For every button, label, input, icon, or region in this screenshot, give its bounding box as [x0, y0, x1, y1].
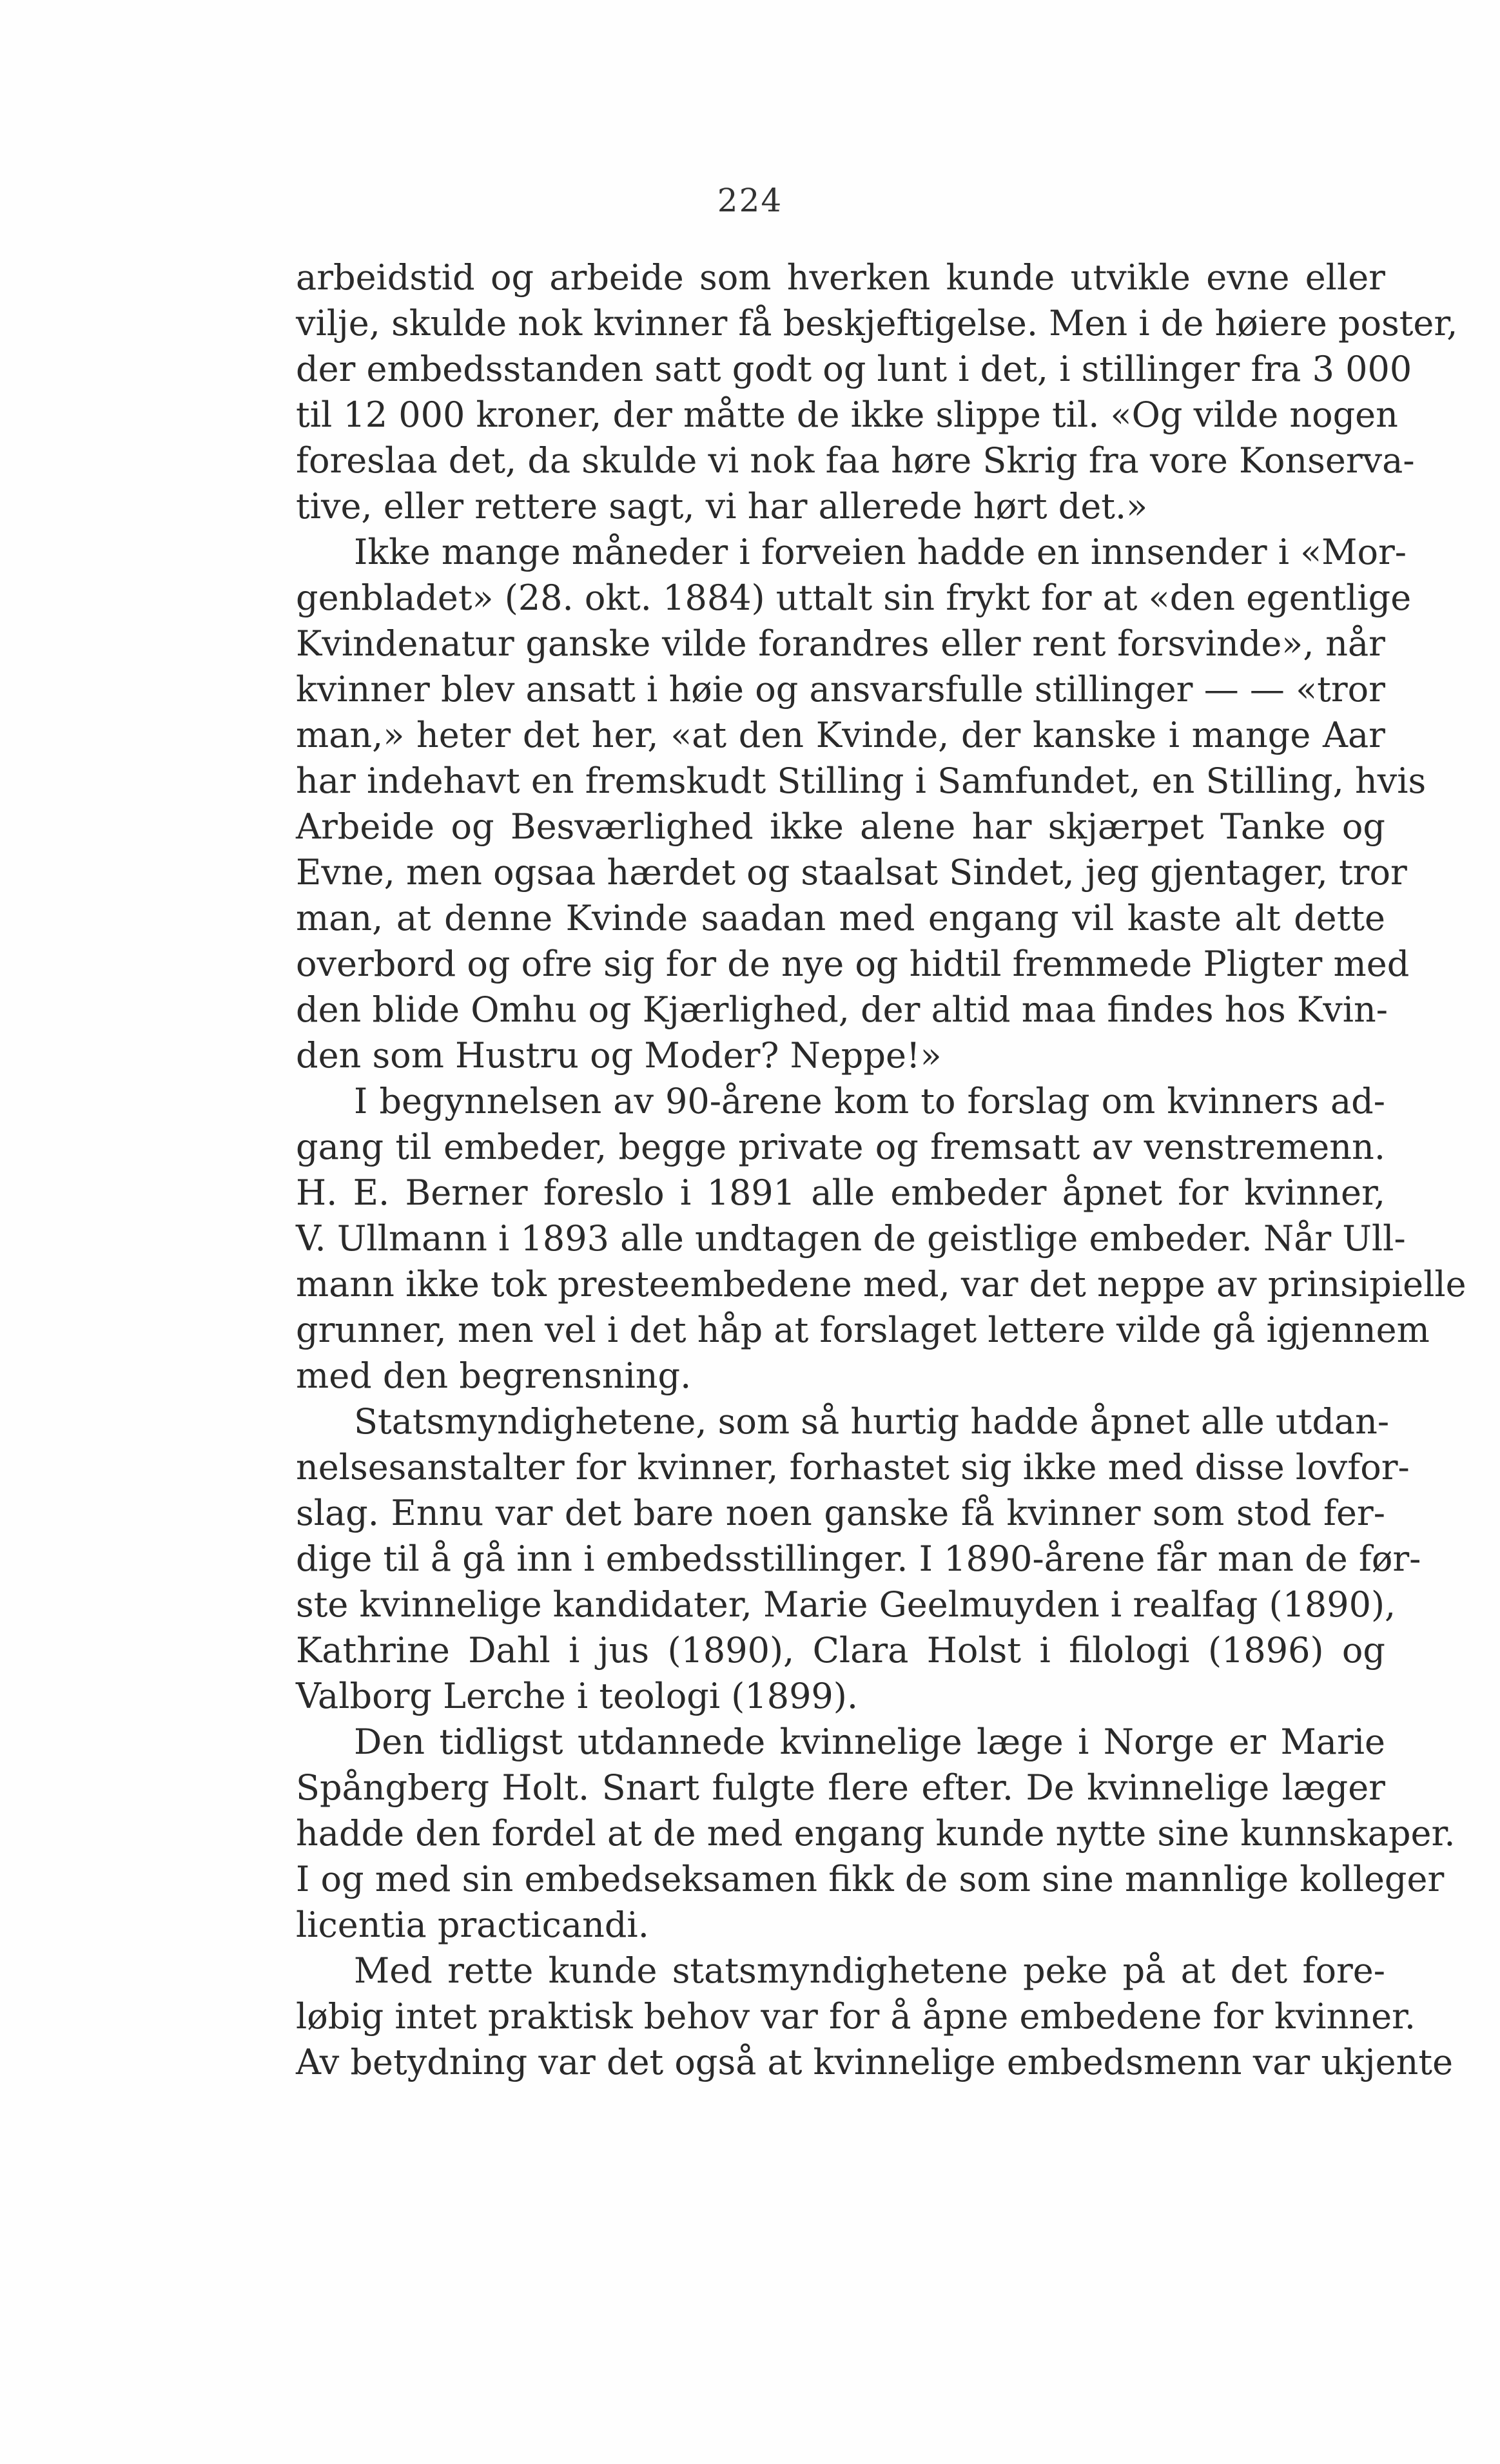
text-line: løbig intet praktisk behov var for å åpne embedene for kvinner.: [296, 1996, 1416, 2037]
text-line: I og med sin embedseksamen fikk de som sine mannlige kolleger: [296, 1859, 1445, 1899]
text-line: mann ikke tok presteembedene med, var det neppe av prinsipielle: [296, 1264, 1466, 1305]
text-line: Statsmyndighetene, som så hurtig hadde åpnet alle utdan-: [354, 1401, 1390, 1442]
text-line: Ikke mange måneder i forveien hadde en innsender i «Mor-: [354, 532, 1407, 572]
text-line: vilje, skulde nok kvinner få beskjeftigelse. Men i de høiere poster,: [296, 303, 1458, 344]
text-line: Evne, men ogsaa hærdet og staalsat Sindet, jeg gjentager, tror: [296, 852, 1407, 893]
page-number: 224: [717, 182, 783, 219]
text-line: Av betydning var det også at kvinnelige embedsmenn var ukjente: [296, 2042, 1454, 2082]
text-line: nelsesanstalter for kvinner, forhastet sig ikke med disse lovfor-: [296, 1447, 1410, 1488]
text-line: der embedsstanden satt godt og lunt i det, i stillinger fra 3 000: [296, 349, 1412, 389]
text-line: dige til å gå inn i embedsstillinger. I 1890-årene får man de før-: [296, 1538, 1421, 1579]
text-line: med den begrensning.: [296, 1355, 692, 1396]
text-line: Arbeide og Besværlighed ikke alene har skjærpet Tanke og: [296, 806, 1385, 847]
text-line: har indehavt en fremskudt Stilling i Samfundet, en Stilling, hvis: [296, 761, 1427, 801]
text-line: overbord og ofre sig for de nye og hidtil fremmede Pligter med: [296, 944, 1410, 984]
text-line: Kathrine Dahl i jus (1890), Clara Holst i filologi (1896) og: [296, 1630, 1385, 1671]
text-line: ste kvinnelige kandidater, Marie Geelmuyden i realfag (1890),: [296, 1584, 1396, 1625]
text-line: man,» heter det her, «at den Kvinde, der kanske i mange Aar: [296, 715, 1385, 755]
text-line: hadde den fordel at de med engang kunde nytte sine kunnskaper.: [296, 1813, 1456, 1854]
text-line: Kvindenatur ganske vilde forandres eller rent forsvinde», når: [296, 623, 1385, 664]
text-line: genbladet» (28. okt. 1884) uttalt sin frykt for at «den egentlige: [296, 577, 1412, 618]
text-line: arbeidstid og arbeide som hverken kunde utvikle evne eller: [296, 257, 1385, 298]
text-line: licentia practicandi.: [296, 1905, 649, 1945]
text-line: Spångberg Holt. Snart fulgte flere efter. De kvinnelige læger: [296, 1767, 1385, 1808]
text-line: gang til embeder, begge private og fremsatt av venstremenn.: [296, 1127, 1385, 1167]
text-line: foreslaa det, da skulde vi nok faa høre Skrig fra vore Konserva-: [296, 440, 1415, 481]
text-line: Valborg Lerche i teologi (1899).: [296, 1676, 859, 1716]
text-line: V. Ullmann i 1893 alle undtagen de geistlige embeder. Når Ull-: [296, 1218, 1406, 1259]
text-line: Den tidligst utdannede kvinnelige læge i Norge er Marie: [354, 1722, 1385, 1762]
text-line: den blide Omhu og Kjærlighed, der altid maa findes hos Kvin-: [296, 989, 1388, 1030]
body-text: [296, 255, 1466, 2085]
text-line: slag. Ennu var det bare noen ganske få kvinner som stod fer-: [296, 1493, 1385, 1533]
text-line: grunner, men vel i det håp at forslaget lettere vilde gå igjennem: [296, 1310, 1430, 1350]
text-line: tive, eller rettere sagt, vi har allerede hørt det.»: [296, 486, 1148, 527]
text-line: Med rette kunde statsmyndighetene peke på at det fore-: [354, 1950, 1385, 1991]
text-line: man, at denne Kvinde saadan med engang vil kaste alt dette: [296, 898, 1385, 938]
text-line: til 12 000 kroner, der måtte de ikke slippe til. «Og vilde nogen: [296, 394, 1398, 435]
text-line: kvinner blev ansatt i høie og ansvarsfulle stillinger — — «tror: [296, 669, 1385, 710]
text-line: I begynnelsen av 90-årene kom to forslag om kvinners ad-: [354, 1081, 1385, 1121]
text-line: den som Hustru og Moder? Neppe!»: [296, 1035, 942, 1076]
text-line: H. E. Berner foreslo i 1891 alle embeder åpnet for kvinner,: [296, 1172, 1385, 1213]
